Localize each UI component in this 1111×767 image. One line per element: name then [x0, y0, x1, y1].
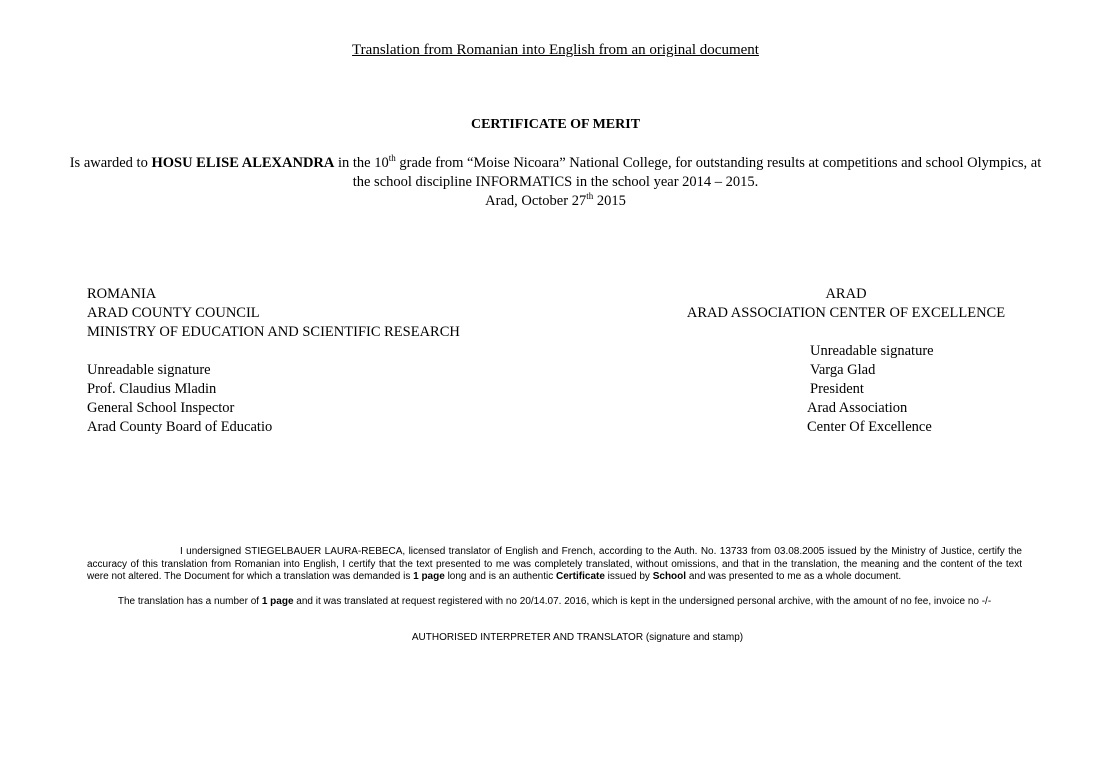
date-superscript: th — [586, 191, 594, 202]
left-issuer-block — [87, 285, 537, 437]
award-details: grade from “Moise Nicoara” National College, for outstanding results at competitions and school Olympics, at the school discipline INFORMATICS in the school year 2014 – 2015. — [352, 155, 1042, 190]
award-date — [485, 193, 626, 209]
award-grade: in the 10 — [334, 155, 389, 171]
translation-header: Translation from Romanian into English from an original document — [352, 42, 759, 58]
right-organization: ARAD ASSOCIATION CENTER OF EXCELLENCE — [686, 305, 1006, 321]
translator-certification — [87, 546, 1022, 584]
left-board: Arad County Board of Educatio — [87, 419, 273, 435]
right-association-line2: Center Of Excellence — [807, 419, 932, 435]
left-signature: Unreadable signature — [87, 362, 211, 378]
authorised-translator-line: AUTHORISED INTERPRETER AND TRANSLATOR (signature and stamp) — [411, 632, 744, 643]
translator-text-d: and was presented to me as a whole document. — [686, 571, 902, 582]
left-signatory-role: General School Inspector — [87, 400, 235, 416]
right-association-line1: Arad Association — [807, 400, 908, 416]
registration-pages: 1 page — [261, 596, 294, 607]
translation-registration — [87, 596, 1022, 609]
left-ministry: MINISTRY OF EDUCATION AND SCIENTIFIC RESEARCH — [87, 324, 460, 340]
left-council: ARAD COUNTY COUNCIL — [87, 305, 260, 321]
award-text — [60, 154, 1051, 211]
award-prefix: Is awarded to — [69, 155, 152, 171]
translator-text-b: long and is an authentic — [444, 571, 556, 582]
right-signature: Unreadable signature — [810, 343, 934, 359]
left-signatory-name: Prof. Claudius Mladin — [87, 381, 217, 397]
certificate-title: CERTIFICATE OF MERIT — [470, 117, 641, 132]
translator-text-c: issued by — [604, 571, 653, 582]
grade-superscript: th — [388, 153, 396, 164]
translator-pages: 1 page — [413, 571, 445, 582]
translator-issuer: School — [652, 571, 687, 582]
translator-doc-type: Certificate — [556, 571, 605, 582]
translator-text-a: I undersigned STIEGELBAUER LAURA-REBECA, licensed translator of English and French, according to the Auth. No. 13733 from 03.08.2005 issued by the Ministry of Justice, certify the accuracy of this translation from Romanian into English, I certify that the text presented to me was completely translated, without omissions, and that in the translation, the meaning and the content of the text were not altered. The Document for which a translation was demanded is — [87, 546, 1022, 582]
right-signatory-role: President — [810, 381, 864, 397]
date-suffix: 2015 — [593, 193, 626, 209]
date-prefix: Arad, October 27 — [485, 193, 587, 209]
registration-text-b: and it was translated at request registered with no 20/14.07. 2016, which is kept in the undersigned personal archive, with the amount of no fee, invoice no -/- — [293, 596, 992, 607]
right-city: ARAD — [825, 286, 867, 302]
left-country: ROMANIA — [87, 286, 157, 302]
right-signatory-name: Varga Glad — [810, 362, 876, 378]
recipient-name: HOSU ELISE ALEXANDRA — [151, 155, 335, 171]
registration-text-a: The translation has a number of — [117, 596, 262, 607]
right-issuer-block — [676, 285, 1016, 437]
